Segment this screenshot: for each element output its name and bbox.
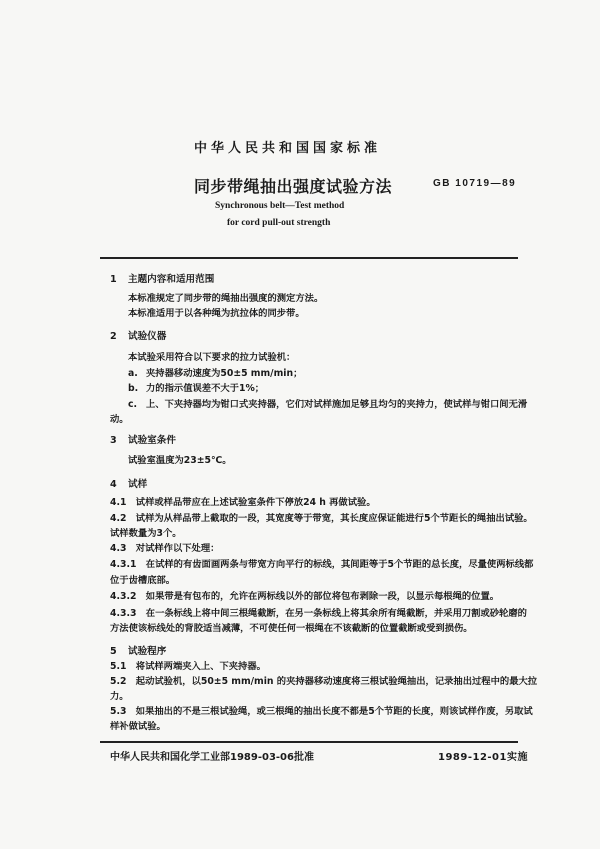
clause-continued: 试样数量为3个。 xyxy=(110,528,182,539)
clause-4-3-2: 4.3.2 如果带是有包布的，允许在两标线以外的部位将包布剥除一段，以显示每根绳的位置。 xyxy=(110,591,500,602)
list-label: a. xyxy=(128,368,138,379)
clause-continued: 方法使该标线处的背胶适当减薄，不可使任何一根绳在不该截断的位置截断或受到损伤。 xyxy=(110,623,473,634)
list-item: 上、下夹持器均为钳口式夹持器，它们对试样施加足够且均匀的夹持力，使试样与钳口间无滑 xyxy=(146,399,528,410)
clause-4-2: 4.2 试样为从样品带上截取的一段，其宽度等于带宽，其长度应保证能进行5个节距长的绳抽出试验。 xyxy=(110,513,533,524)
paragraph-continued: 动。 xyxy=(110,414,129,425)
list-item: 夹持器移动速度为50±5 mm/min； xyxy=(146,368,303,379)
list-label: b. xyxy=(128,383,139,394)
clause-4-3-1: 4.3.1 在试样的有齿面画两条与带宽方向平行的标线，其间距等于5个节距的总长度，尽量使两标线都 xyxy=(110,559,534,570)
list-item: 力的指示值误差不大于1%； xyxy=(146,383,265,394)
section-1-heading xyxy=(110,274,214,286)
document-title: 同步带绳抽出强度试验方法 xyxy=(194,177,393,196)
paragraph: 本标准规定了同步带的绳抽出强度的测定方法。 xyxy=(128,293,324,304)
footer-rule xyxy=(100,741,518,743)
section-4-heading xyxy=(110,479,147,491)
paragraph: 本试验采用符合以下要求的拉力试验机： xyxy=(128,352,296,363)
clause-5-2: 5.2 起动试验机，以50±5 mm/min 的夹持器移动速度将三根试验绳抽出，记录抽出过程中的最大拉 xyxy=(110,676,538,687)
section-title: 试样 xyxy=(128,479,148,490)
section-title: 试验程序 xyxy=(128,646,167,657)
clause-5-3: 5.3 如果抽出的不是三根试验绳，或三根绳的抽出长度不都是5个节距的长度，则该试样作废，另取试 xyxy=(110,706,533,717)
section-3-heading xyxy=(110,435,176,447)
clause-4-1: 4.1 试样或样品带应在上述试验室条件下停放24 h 再做试验。 xyxy=(110,497,376,508)
standard-type: 中华人民共和国国家标准 xyxy=(194,141,382,156)
clause-continued: 力。 xyxy=(110,691,129,702)
clause-4-3-3: 4.3.3 在一条标线上将中间三根绳截断，在另一条标线上将其余所有绳截断，并采用刀割或砂轮磨的 xyxy=(110,608,527,619)
english-title-line2: for cord pull-out strength xyxy=(227,218,331,228)
english-title-line1: Synchronous belt—Test method xyxy=(215,201,345,211)
section-number: 4 xyxy=(110,479,117,490)
paragraph: 本标准适用于以各种绳为抗拉体的同步带。 xyxy=(128,308,305,319)
clause-continued: 样补做试验。 xyxy=(110,721,166,732)
section-number: 5 xyxy=(110,646,117,657)
standard-number: GB 10719—89 xyxy=(433,178,517,189)
approval-date: 中华人民共和国化学工业部1989-03-06批准 xyxy=(110,752,314,763)
section-number: 3 xyxy=(110,435,117,446)
paragraph: 试验室温度为23±5℃。 xyxy=(128,455,232,466)
section-number: 1 xyxy=(110,274,117,285)
section-title: 试验室条件 xyxy=(128,435,176,446)
section-number: 2 xyxy=(110,331,117,342)
clause-5-1: 5.1 将试样两端夹入上、下夹持器。 xyxy=(110,661,266,672)
section-title: 试验仪器 xyxy=(128,331,167,342)
section-2-heading xyxy=(110,331,166,343)
implementation-date: 1989-12-01实施 xyxy=(438,752,528,763)
header-rule xyxy=(100,257,518,259)
section-5-heading xyxy=(110,646,166,658)
clause-4-3: 4.3 对试样作以下处理： xyxy=(110,543,220,554)
clause-continued: 位于齿槽底部。 xyxy=(110,575,176,586)
list-label: c. xyxy=(128,399,138,410)
section-title: 主题内容和适用范围 xyxy=(128,274,215,285)
